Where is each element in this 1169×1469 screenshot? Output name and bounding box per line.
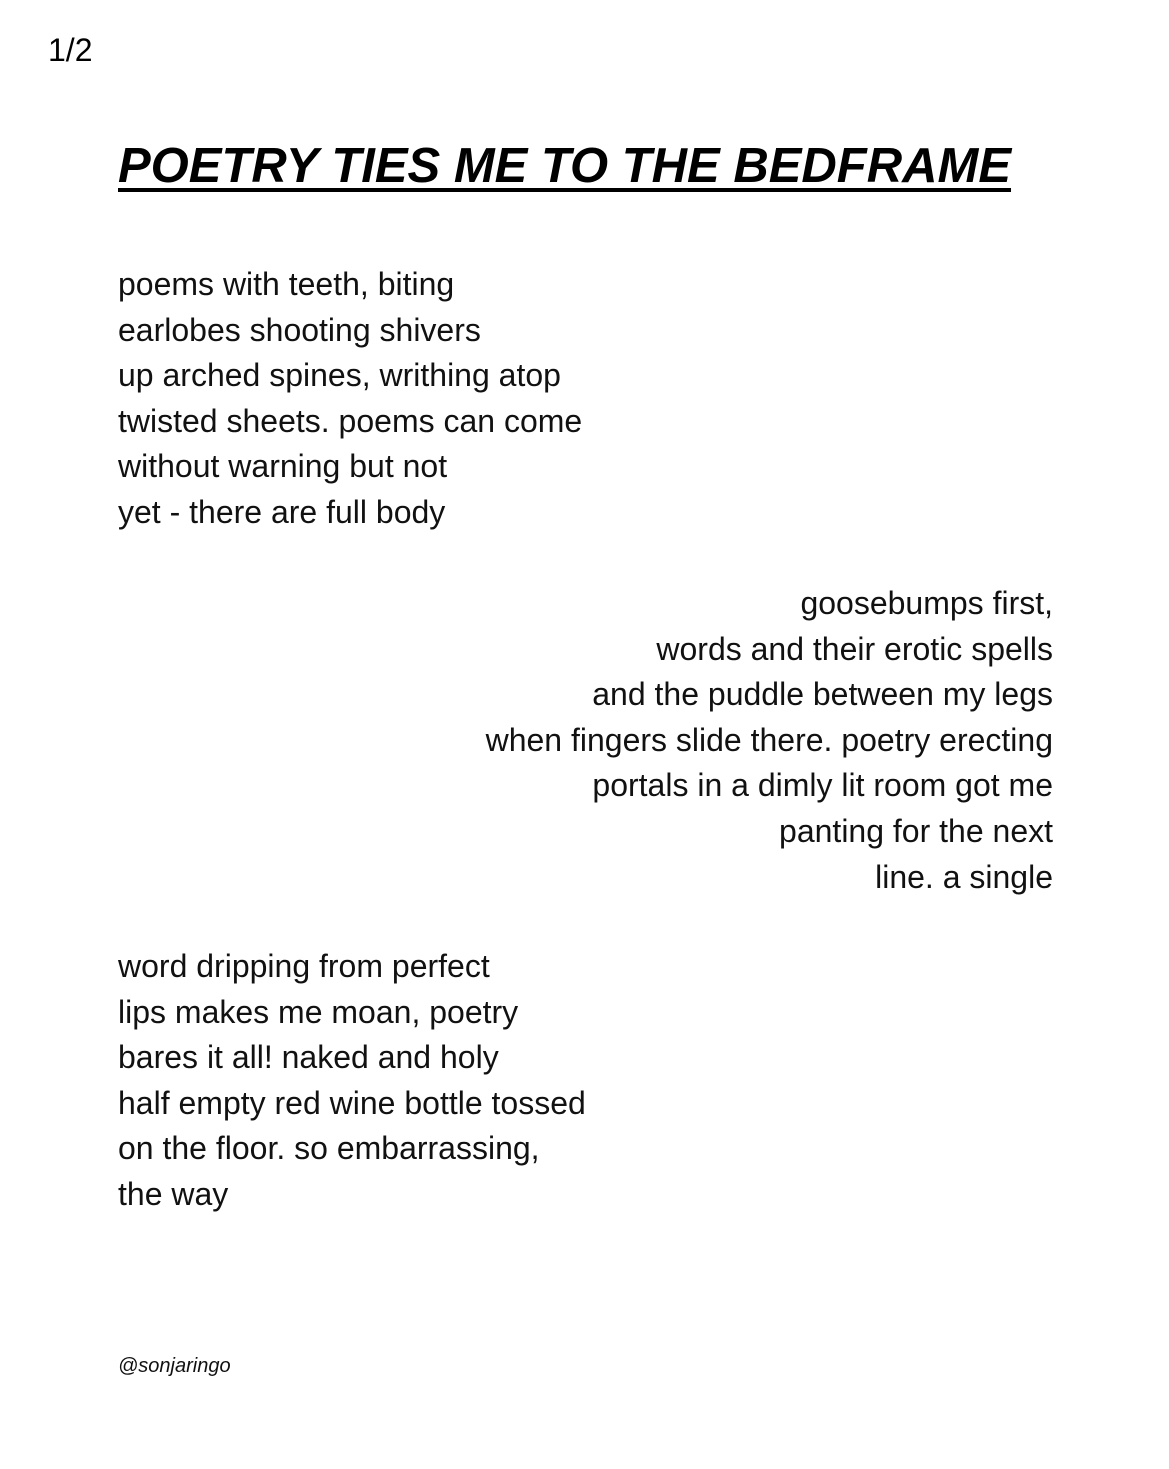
poem-title: POETRY TIES ME TO THE BEDFRAME — [118, 139, 1012, 193]
poem-line: word dripping from perfect — [118, 948, 490, 984]
poem-line: yet - there are full body — [118, 493, 446, 530]
poem-line: up arched spines, writhing atop — [118, 357, 561, 394]
poem-line: and the puddle between my legs — [592, 676, 1053, 713]
poem-line: on the floor. so embarrassing, — [118, 1130, 540, 1167]
poem-line: panting for the next — [779, 812, 1053, 849]
poem-line: when fingers slide there. poetry erecting — [485, 721, 1053, 758]
poem-line: earlobes shooting shivers — [118, 311, 481, 348]
poem-line: goosebumps first, — [800, 585, 1053, 621]
page-counter: 1/2 — [48, 32, 93, 68]
poem-line: half empty red wine bottle tossed — [118, 1084, 586, 1121]
poem-line: poems with teeth, biting — [118, 266, 455, 302]
poem-line: twisted sheets. poems can come — [118, 402, 583, 439]
poem-line: words and their erotic spells — [656, 630, 1053, 667]
poem-line: bares it all! naked and holy — [118, 1039, 499, 1076]
poem-line: without warning but not — [118, 448, 448, 485]
poem-line: lips makes me moan, poetry — [118, 993, 519, 1030]
poem-line: portals in a dimly lit room got me — [592, 767, 1053, 804]
poem-line: the way — [118, 1175, 229, 1212]
stanza-1 — [118, 262, 582, 536]
stanza-3 — [118, 944, 586, 1218]
poem-line: line. a single — [875, 858, 1053, 895]
stanza-2 — [486, 581, 1053, 900]
author-handle: @sonjaringo — [118, 1355, 231, 1377]
